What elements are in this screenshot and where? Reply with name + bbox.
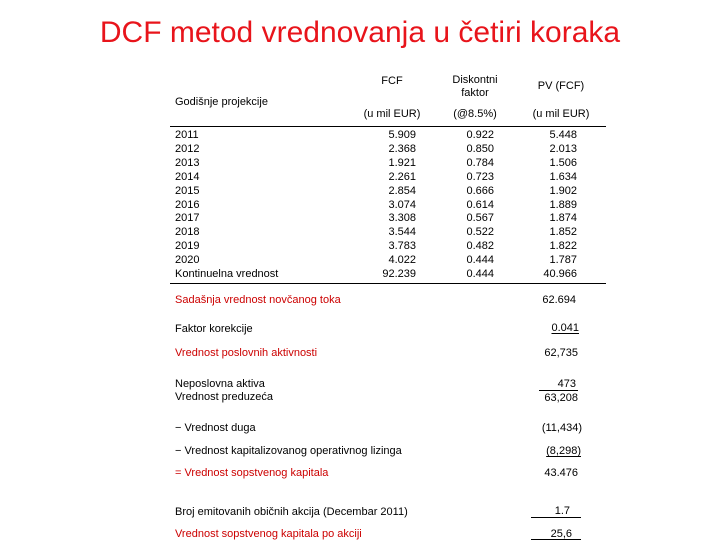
years-column	[175, 129, 278, 282]
operating-value-value: 62,735	[544, 347, 578, 359]
discount-cell: 0.723	[466, 170, 494, 183]
lease-label: − Vrednost kapitalizovanog operativnog lizinga	[175, 445, 402, 457]
year-cell: 2014	[175, 170, 200, 183]
pv-cell: 1.889	[549, 198, 577, 211]
discount-column	[440, 129, 494, 282]
per-share-label: Vrednost sopstvenog kapitala po akciji	[175, 528, 362, 540]
enterprise-value: 63,208	[544, 392, 578, 404]
fcf-cell: 3.074	[388, 198, 416, 211]
header-fcf-unit: (u mil EUR)	[363, 108, 421, 120]
discount-cell: 0.567	[466, 212, 494, 225]
correction-value: 0.041	[551, 322, 579, 334]
fcf-column	[360, 129, 416, 282]
pv-cell: 1.852	[549, 226, 577, 239]
header-fcf: FCF	[381, 75, 403, 87]
shares-value: 1.7	[554, 505, 570, 517]
discount-cell: 0.850	[466, 142, 494, 155]
year-cell: 2012	[175, 142, 200, 155]
fcf-cell: 1.921	[388, 156, 416, 169]
pv-cell: 5.448	[549, 129, 577, 141]
fcf-cell: 2.854	[388, 184, 416, 197]
pv-cell: 1.787	[549, 254, 577, 267]
pv-cell: 1.634	[549, 170, 577, 183]
year-cell: Kontinuelna vrednost	[175, 268, 279, 281]
header-discount-line1: Diskontni	[452, 74, 498, 86]
table-bottom-divider	[170, 283, 606, 284]
fcf-cell: 5.909	[388, 129, 416, 141]
enterprise-label: Vrednost preduzeća	[175, 391, 274, 403]
year-cell: 2018	[175, 226, 200, 239]
operating-value-label: Vrednost poslovnih aktivnosti	[175, 347, 318, 359]
pv-cashflow-label: Sadašnja vrednost novčanog toka	[175, 294, 341, 306]
pv-cashflow-value: 62.694	[542, 294, 576, 306]
discount-cell: 0.522	[466, 226, 494, 239]
pv-cell: 1.822	[549, 240, 577, 253]
header-row-label: Godišnje projekcije	[175, 96, 268, 108]
discount-cell: 0.444	[466, 268, 494, 281]
fcf-cell: 2.261	[388, 170, 416, 183]
header-discount-line2: faktor	[461, 87, 489, 99]
year-cell: 2019	[175, 240, 200, 253]
discount-cell: 0.666	[466, 184, 494, 197]
pv-cell: 40.966	[543, 268, 577, 281]
pv-cell: 1.902	[549, 184, 577, 197]
fcf-cell: 2.368	[388, 142, 416, 155]
header-discount-rate: (@8.5%)	[453, 108, 497, 120]
year-cell: 2011	[175, 129, 199, 141]
year-cell: 2017	[175, 212, 200, 225]
discount-cell: 0.922	[466, 129, 494, 141]
correction-label: Faktor korekcije	[175, 323, 253, 335]
per-share-value: 25,6	[550, 528, 572, 540]
nonoperating-value: 473	[557, 378, 576, 390]
equity-value: 43.476	[544, 467, 578, 479]
equity-label: = Vrednost sopstvenog kapitala	[175, 467, 329, 479]
debt-value: (11,434)	[541, 422, 582, 434]
pv-column	[520, 129, 577, 282]
year-cell: 2013	[175, 156, 200, 169]
year-cell: 2016	[175, 198, 200, 211]
pv-cell: 1.506	[549, 156, 577, 169]
header-pv: PV (FCF)	[537, 80, 585, 92]
fcf-cell: 3.544	[388, 226, 416, 239]
pv-cell: 1.874	[549, 212, 577, 225]
fcf-cell: 3.783	[388, 240, 416, 253]
page-title: DCF metod vrednovanja u četiri koraka	[99, 16, 621, 49]
discount-cell: 0.784	[466, 156, 494, 169]
shares-underline	[531, 517, 581, 518]
header-pv-unit: (u mil EUR)	[532, 108, 590, 120]
discount-cell: 0.614	[466, 198, 494, 211]
fcf-cell: 92.239	[382, 268, 416, 281]
year-cell: 2015	[175, 184, 200, 197]
nonoperating-label: Neposlovna aktiva	[175, 378, 265, 390]
discount-cell: 0.444	[466, 254, 494, 267]
discount-cell: 0.482	[466, 240, 494, 253]
fcf-cell: 4.022	[388, 254, 416, 267]
lease-value: (8,298)	[546, 445, 581, 457]
pv-cell: 2.013	[549, 142, 577, 155]
fcf-cell: 3.308	[388, 212, 416, 225]
shares-label: Broj emitovanih običnih akcija (Decembar 2011)	[175, 506, 408, 518]
debt-label: − Vrednost duga	[175, 422, 256, 434]
year-cell: 2020	[175, 254, 200, 267]
header-divider	[170, 126, 606, 127]
